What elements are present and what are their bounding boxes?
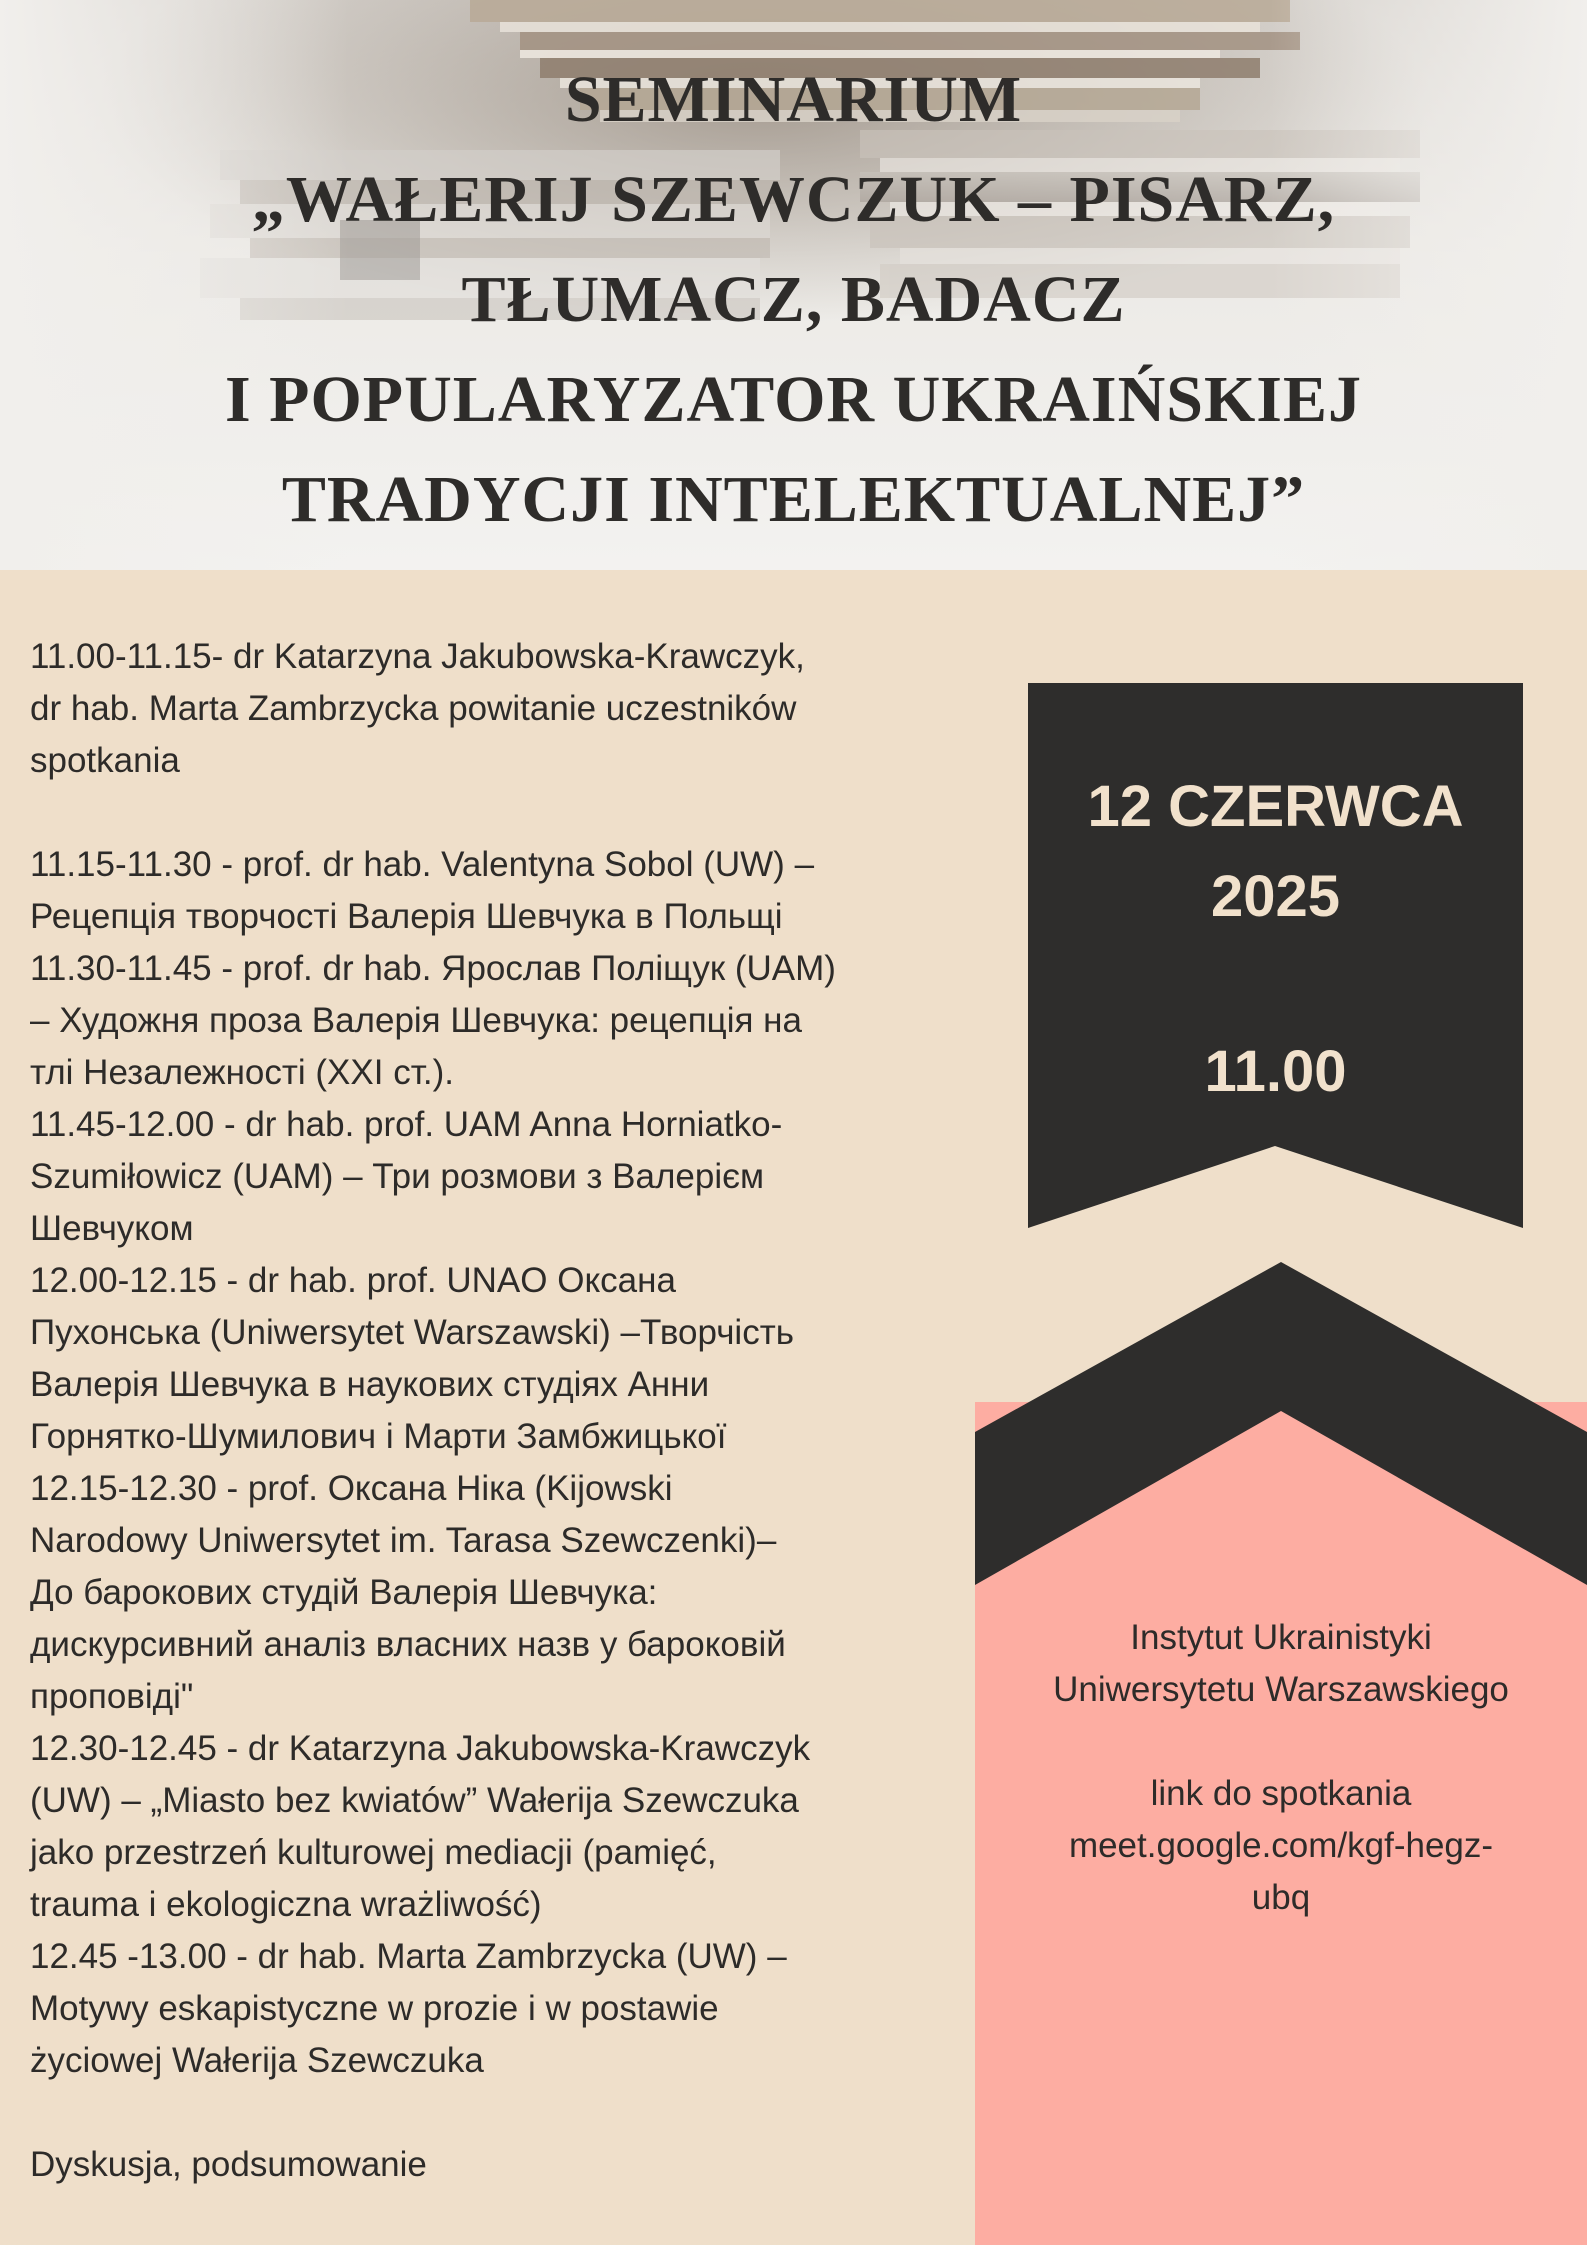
agenda-line: 11.30-11.45 - prof. dr hab. Ярослав Поліщук (UAM) — [30, 949, 836, 988]
agenda-line: życiowej Wałerija Szewczuka — [30, 2041, 484, 2080]
title-line: TŁUMACZ, BADACZ — [461, 263, 1126, 336]
agenda-item — [30, 1099, 938, 1255]
agenda-item — [30, 1463, 938, 1723]
agenda-line: 11.00-11.15- dr Katarzyna Jakubowska-Krawczyk, — [30, 637, 805, 676]
spacer — [30, 2087, 938, 2139]
institute-line: Uniwersytetu Warszawskiego — [1053, 1670, 1509, 1709]
agenda-line: spotkania — [30, 741, 180, 780]
link-label: link do spotkania — [1150, 1774, 1412, 1813]
date-line: 2025 — [1210, 864, 1341, 929]
agenda-item — [30, 1931, 938, 2087]
spacer — [975, 1716, 1587, 1768]
agenda-line: проповіді" — [30, 1677, 194, 1716]
agenda-line: тлі Незалежності (XXI ст.). — [30, 1053, 454, 1092]
event-date — [1028, 762, 1523, 942]
agenda-line: (UW) – „Miasto bez kwiatów” Wałerija Szewczuka — [30, 1781, 799, 1820]
title-line: „WAŁERIJ SZEWCZUK – PISARZ, — [251, 163, 1336, 236]
agenda-line: 12.30-12.45 - dr Katarzyna Jakubowska-Krawczyk — [30, 1729, 811, 1768]
agenda-line: trauma i ekologiczna wrażliwość) — [30, 1885, 542, 1924]
agenda-line: jako przestrzeń kulturowej mediacji (pamięć, — [30, 1833, 717, 1872]
agenda-line: Пухонська (Uniwersytet Warszawski) –Творчість — [30, 1313, 794, 1352]
agenda-item — [30, 1723, 938, 1931]
agenda — [30, 631, 938, 2191]
agenda-item — [30, 839, 938, 943]
institute-name — [975, 1612, 1587, 1716]
spacer — [30, 787, 938, 839]
link-url[interactable]: meet.google.com/kgf-hegz- — [1068, 1826, 1494, 1865]
agenda-line: Шевчуком — [30, 1209, 194, 1248]
event-time: 11.00 — [1204, 1039, 1347, 1104]
agenda-line: 12.00-12.15 - dr hab. prof. UNAO Оксана — [30, 1261, 676, 1300]
agenda-line: dr hab. Marta Zambrzycka powitanie uczestników — [30, 689, 797, 728]
institute-line: Instytut Ukrainistyki — [1130, 1618, 1432, 1657]
date-line: 12 CZERWCA — [1087, 774, 1464, 839]
agenda-line: 12.15-12.30 - prof. Оксана Ніка (Kijowski — [30, 1469, 673, 1508]
title-line: I POPULARYZATOR UKRAIŃSKIEJ — [224, 363, 1363, 436]
agenda-line: Narodowy Uniwersytet im. Tarasa Szewczenki)– — [30, 1521, 777, 1560]
link-url[interactable]: ubq — [1251, 1878, 1311, 1917]
title-line: TRADYCJI INTELEKTUALNEJ” — [281, 463, 1306, 536]
agenda-line: Валерія Шевчука в наукових студіях Анни — [30, 1365, 710, 1404]
agenda-item — [30, 943, 938, 1099]
agenda-welcome — [30, 631, 938, 787]
agenda-line: Szumiłowicz (UAM) – Три розмови з Валерієм — [30, 1157, 765, 1196]
title-line: SEMINARIUM — [564, 63, 1023, 136]
agenda-line: 12.45 -13.00 - dr hab. Marta Zambrzycka (UW) – — [30, 1937, 787, 1976]
agenda-line: – Художня проза Валерія Шевчука: рецепція на — [30, 1001, 802, 1040]
agenda-closing: Dyskusja, podsumowanie — [30, 2145, 427, 2184]
agenda-line: До барокових студій Валерія Шевчука: — [30, 1573, 658, 1612]
agenda-line: 11.45-12.00 - dr hab. prof. UAM Anna Horniatko- — [30, 1105, 783, 1144]
agenda-line: Motywy eskapistyczne w prozie i w postawie — [30, 1989, 719, 2028]
agenda-item — [30, 1255, 938, 1463]
meeting-link[interactable] — [975, 1768, 1587, 1924]
agenda-line: дискурсивний аналіз власних назв у бароковій — [30, 1625, 786, 1664]
agenda-line: 11.15-11.30 - prof. dr hab. Valentyna Sobol (UW) – — [30, 845, 815, 884]
organizer-info — [975, 1612, 1587, 1924]
agenda-line: Рецепція творчості Валерія Шевчука в Польщі — [30, 897, 783, 936]
agenda-line: Горнятко-Шумилович і Марти Замбжицької — [30, 1417, 727, 1456]
